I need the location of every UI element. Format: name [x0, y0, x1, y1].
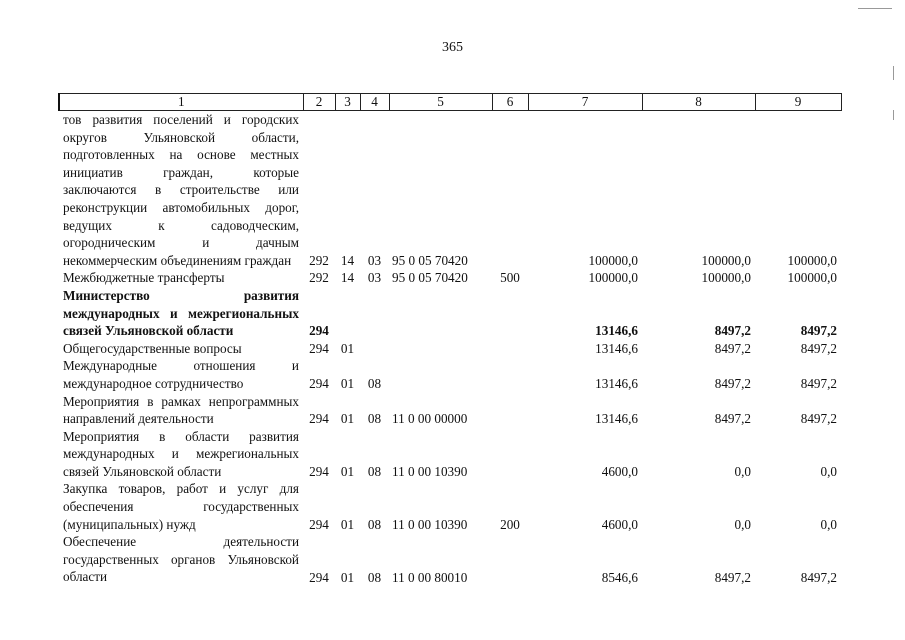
col-4 — [360, 287, 389, 340]
col-2: 292 — [309, 252, 329, 268]
col-7: 13146,6 — [595, 323, 638, 339]
col-6 — [492, 287, 528, 340]
column-header: 7 — [528, 94, 642, 111]
column-header: 1 — [59, 94, 303, 111]
col-8: 100000,0 — [701, 270, 751, 286]
row-name: Межбюджетные трансферты — [63, 270, 225, 286]
col-5: 95 0 05 70420 — [392, 270, 468, 286]
col-7: 13146,6 — [595, 340, 638, 356]
table-row — [59, 393, 841, 428]
col-9: 0,0 — [820, 463, 837, 479]
col-9: 8497,2 — [800, 340, 837, 356]
col-9: 8497,2 — [800, 323, 837, 339]
col-6 — [492, 393, 528, 428]
col-5: 11 0 00 00000 — [392, 411, 468, 427]
col-9: 100000,0 — [787, 252, 837, 268]
col-4: 08 — [367, 376, 382, 391]
budget-table — [58, 93, 842, 586]
col-3: 01 — [340, 340, 355, 356]
col-8: 0,0 — [734, 516, 751, 532]
table-row — [59, 111, 841, 270]
table-row — [59, 287, 841, 340]
col-6 — [492, 111, 528, 270]
col-3: 01 — [340, 569, 355, 585]
col-2: 294 — [309, 516, 329, 532]
col-4 — [360, 340, 389, 358]
col-4: 08 — [367, 516, 382, 532]
column-header: 4 — [360, 94, 389, 111]
col-2: 294 — [309, 323, 329, 339]
col-6: 200 — [500, 516, 520, 532]
col-7: 100000,0 — [588, 252, 638, 268]
row-name: тов развития поселений и городских округов Ульяновской области, подготовленных на основе местных инициатив граждан, которые заключаются в строительстве или реконструкции автомобильных дорог, ведущих к садоводческим, огородническим и дачным некоммерческим объединениям граждан — [63, 112, 299, 268]
row-name: Обеспечение деятельности государственных органов Ульяновской области — [63, 534, 299, 585]
col-3: 01 — [340, 376, 355, 391]
row-name: Мероприятия в рамках непрограммных направлений деятельности — [63, 393, 299, 427]
col-5 — [389, 357, 492, 392]
col-6 — [492, 357, 528, 392]
col-2: 294 — [309, 411, 329, 427]
row-name: Международные отношения и международное сотрудничество — [63, 358, 299, 391]
col-2: 292 — [309, 270, 329, 286]
col-3: 14 — [340, 270, 355, 286]
col-7: 8546,6 — [601, 569, 638, 585]
table-row — [59, 269, 841, 287]
col-8: 0,0 — [734, 463, 751, 479]
col-9: 8497,2 — [800, 569, 837, 585]
col-7: 13146,6 — [595, 376, 638, 391]
column-header: 3 — [335, 94, 360, 111]
column-header: 5 — [389, 94, 492, 111]
col-7: 4600,0 — [601, 463, 638, 479]
row-name: Общегосударственные вопросы — [63, 340, 242, 356]
column-header: 8 — [642, 94, 755, 111]
column-header: 9 — [755, 94, 841, 111]
row-name: Мероприятия в области развития международных и межрегиональных связей Ульяновской области — [63, 428, 299, 479]
table-row — [59, 340, 841, 358]
table-row — [59, 480, 841, 533]
col-8: 8497,2 — [714, 411, 751, 427]
col-9: 8497,2 — [800, 411, 837, 427]
col-3: 01 — [340, 411, 355, 427]
page-number: 365 — [442, 40, 463, 55]
col-4: 03 — [367, 252, 382, 268]
col-2: 294 — [309, 376, 329, 391]
col-4: 03 — [367, 270, 382, 286]
col-6: 500 — [500, 270, 520, 286]
col-6 — [492, 428, 528, 481]
col-7: 13146,6 — [595, 411, 638, 427]
col-4: 08 — [367, 463, 382, 479]
col-8: 8497,2 — [714, 569, 751, 585]
col-6 — [492, 340, 528, 358]
col-3: 01 — [340, 463, 355, 479]
table-row — [59, 428, 841, 481]
col-9: 8497,2 — [800, 376, 837, 391]
col-3 — [335, 287, 360, 340]
col-5 — [389, 340, 492, 358]
col-5: 11 0 00 10390 — [392, 516, 468, 532]
col-7: 100000,0 — [588, 270, 638, 286]
column-header: 2 — [303, 94, 335, 111]
col-2: 294 — [309, 569, 329, 585]
col-5 — [389, 287, 492, 340]
col-4: 08 — [367, 569, 382, 585]
col-8: 100000,0 — [701, 252, 751, 268]
scan-artifact — [858, 8, 892, 9]
row-name: Закупка товаров, работ и услуг для обеспечения государственных (муниципальных) нужд — [63, 481, 299, 532]
table-header-row — [59, 94, 841, 111]
col-5: 11 0 00 10390 — [392, 463, 468, 479]
col-3: 01 — [340, 516, 355, 532]
scan-artifact — [893, 66, 894, 80]
col-9: 0,0 — [820, 516, 837, 532]
col-8: 8497,2 — [714, 376, 751, 391]
col-2: 294 — [309, 340, 329, 356]
row-name: Министерство развития международных и межрегиональных связей Ульяновской области — [63, 287, 299, 339]
table-row — [59, 357, 841, 392]
col-2: 294 — [309, 463, 329, 479]
col-7: 4600,0 — [601, 516, 638, 532]
col-9: 100000,0 — [787, 270, 837, 286]
col-8: 8497,2 — [714, 340, 751, 356]
col-6 — [492, 533, 528, 586]
col-5: 95 0 05 70420 — [392, 252, 468, 268]
scan-artifact — [893, 110, 894, 120]
col-3: 14 — [340, 252, 355, 268]
col-8: 8497,2 — [714, 323, 751, 339]
col-5: 11 0 00 80010 — [392, 569, 468, 585]
column-header: 6 — [492, 94, 528, 111]
table-row — [59, 533, 841, 586]
col-4: 08 — [367, 411, 382, 427]
